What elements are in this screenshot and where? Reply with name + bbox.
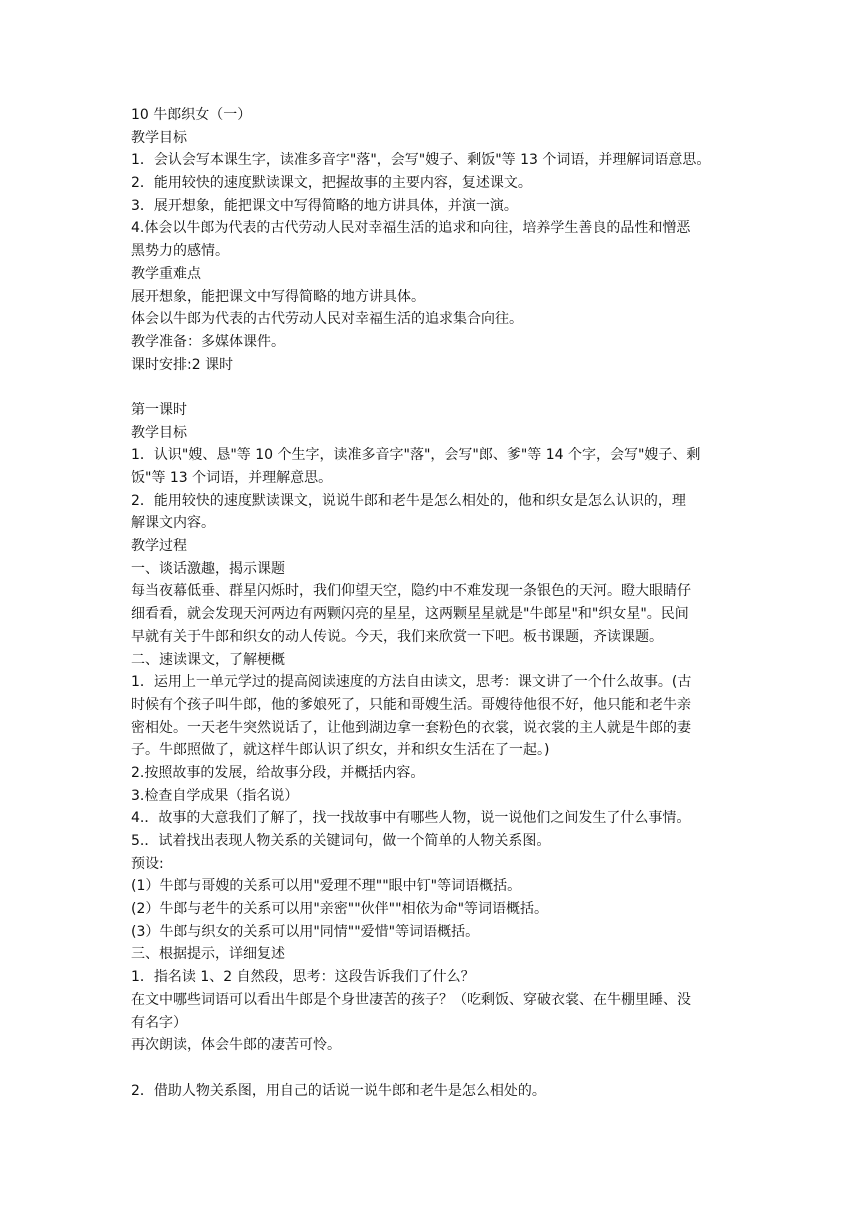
text-line: (1）牛郎与哥嫂的关系可以用"爱理不理""眼中钉"等词语概括。 [131,878,522,895]
text-line: 细看看，就会发现天河两边有两颗闪亮的星星，这两颗星星就是"牛郎星"和"织女星"。民间 [131,606,689,623]
text-line: 密相处。一天老牛突然说话了，让他到湖边拿一套粉色的衣裳，说衣裳的主人就是牛郎的妻 [131,719,691,736]
text-line: 2．能用较快的速度默读课文，把握故事的主要内容，复述课文。 [131,175,532,192]
text-line: 体会以牛郎为代表的古代劳动人民对幸福生活的追求集合向往。 [131,311,523,328]
text-line: 3．展开想象，能把课文中写得简略的地方讲具体，并演一演。 [131,197,518,214]
text-line: 1．指名读 1、2 自然段，思考：这段告诉我们了什么？ [131,969,475,986]
text-line: 1．会认会写本课生字，读准多音字"落"，会写"嫂子、剩饭"等 13 个词语，并理解词语意思。 [131,152,711,169]
text-line: 教学过程 [131,538,187,555]
text-line: 第一课时 [131,401,187,418]
text-line: 5.．试着找出表现人物关系的关键词句，做一个简单的人物关系图。 [131,833,551,849]
text-line: 一、谈话激趣，揭示课题 [131,560,285,577]
text-line: 教学目标 [131,129,187,146]
text-line: 1．认识"嫂、恳"等 10 个生字，读准多音字"落"，会写"郎、爹"等 14 个字，会写"嫂子、剩 [131,447,701,464]
document-page [131,104,731,1102]
text-line: 三、根据提示，详细复述 [131,946,285,963]
text-line: 教学重难点 [131,265,201,282]
text-line: 早就有关于牛郎和织女的动人传说。今天，我们来欣赏一下吧。板书课题，齐读课题。 [131,628,663,645]
text-line: 时候有个孩子叫牛郎，他的爹娘死了，只能和哥嫂生活。哥嫂待他很不好，他只能和老牛亲 [131,696,691,713]
blank-line [131,376,731,399]
text-line: (2）牛郎与老牛的关系可以用"亲密""伙伴""相依为命"等词语概括。 [131,901,549,918]
text-line: 解课文内容。 [131,515,215,532]
text-line: 3.检查自学成果（指名说） [131,787,299,804]
text-line: 2．能用较快的速度默读课文，说说牛郎和老牛是怎么相处的，他和织女是怎么认识的，理 [131,492,686,509]
text-line: 4.．故事的大意我们了解了，找一找故事中有哪些人物，说一说他们之间发生了什么事情。 [131,810,691,827]
text-line: 有名字） [131,1014,187,1031]
text-line: 教学准备：多媒体课件。 [131,333,285,350]
text-line: 黑势力的感情。 [131,243,229,260]
text-line: 10 牛郎织女（一） [131,107,252,123]
text-line: 展开想象，能把课文中写得简略的地方讲具体。 [131,288,425,305]
text-line: 二、速读课文，了解梗概 [131,651,285,668]
text-line: (3）牛郎与织女的关系可以用"同情""爱惜"等词语概括。 [131,923,480,940]
text-line: 再次朗读，体会牛郎的凄苦可怜。 [131,1037,341,1054]
text-line: 课时安排:2 课时 [131,356,234,373]
text-line: 2．借助人物关系图，用自己的话说一说牛郎和老牛是怎么相处的。 [131,1082,546,1099]
text-line: 预设: [131,855,164,872]
text-line: 2.按照故事的发展，给故事分段，并概括内容。 [131,764,425,781]
text-line: 教学目标 [131,424,187,441]
text-line: 在文中哪些词语可以看出牛郎是个身世凄苦的孩子？（吃剩饭、穿破衣裳、在牛棚里睡、没 [131,991,691,1008]
text-line: 饭"等 13 个词语，并理解意思。 [131,470,333,486]
text-line: 1．运用上一单元学过的提高阅读速度的方法自由读文，思考：课文讲了一个什么故事。(古 [131,674,692,691]
text-line: 子。牛郎照做了，就这样牛郎认识了织女，并和织女生活在了一起。) [131,742,550,759]
text-line: 4.体会以牛郎为代表的古代劳动人民对幸福生活的追求和向往，培养学生善良的品性和憎恶 [131,220,691,237]
text-line: 每当夜幕低垂、群星闪烁时，我们仰望天空，隐约中不难发现一条银色的天河。瞪大眼睛仔 [131,583,691,600]
blank-line [131,1057,731,1080]
